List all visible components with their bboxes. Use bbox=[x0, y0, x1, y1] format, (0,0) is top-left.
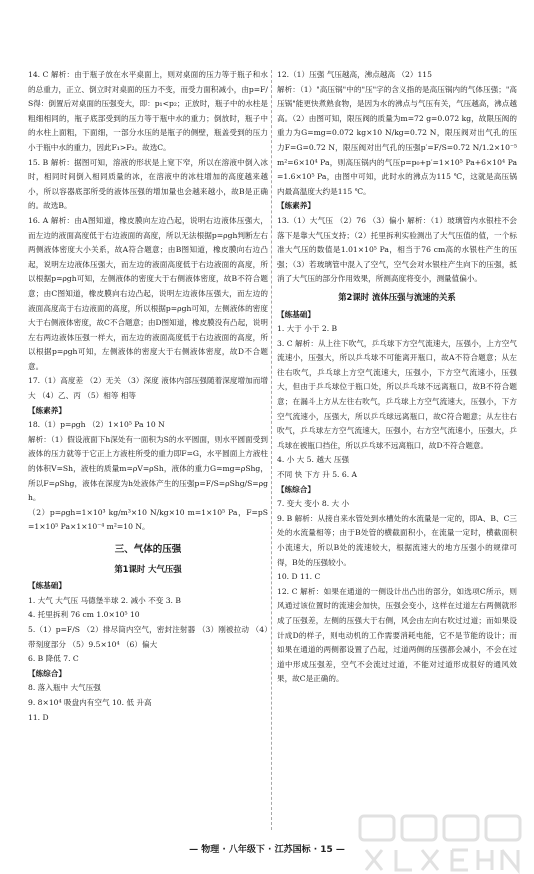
basic-answer-4-5-right: 4. 小 大 5. 越大 压强 bbox=[277, 455, 350, 465]
basic-answer-5-6-right: 不同 快 下方 升 5. 6. A bbox=[277, 470, 358, 480]
section-tag-basic-right: 【练基础】 bbox=[277, 309, 315, 319]
basic-answer-3-right: 3. C 解析：从上往下吹气，乒乓球下方空气流速大，压强小，上方空气流速小，压强大，所以乒乓球不可能离开瓶口，故A不符合题意；从左往右吹气，乒乓球上方空气流速大，压强小，下方空气流速小，压强大，但由于乒乓球位于瓶口处，所以乒乓球不远离瓶口，故B不符合题意；在漏斗上方从左往右吹气，乒乓球上方空气流速大，压强小，下方空气流速小，压强大，所以乒乓球远离瓶口，故C符合题意；从左往右吹气，乒乓球左方空气流速大，压强小，右方空气流速小，压强大，乒乓球在被瓶口挡住，所以乒乓球不远离瓶口，故D不符合题意。 bbox=[277, 338, 517, 450]
section-tag-extension-right: 【练素养】 bbox=[277, 201, 315, 211]
right-column bbox=[277, 68, 517, 687]
answer-14: 14. C 解析：由于瓶子放在水平桌面上，则对桌面的压力等于瓶子和水的总重力，正立、倒立时对桌面的压力不变，而受力面积减小，由p=F/S得：倒置后对桌面的压强变大，即：p₁<p₂；正放时，瓶子中的水柱是粗细相同的，瓶子底部受到的压力等于瓶中水的重力；倒放时，瓶子中的水柱上面粗，下面细，一部分水压的是瓶子的侧壁，瓶盖受到的压力小于瓶中水的重力，因此F₁>F₂。故选C。 bbox=[28, 70, 268, 152]
answer-12-explanation: 解析：（1）"高压锅"中的"压"字的含义指的是高压锅内的气体压强；"高压锅"能更快煮熟食物，是因为水的沸点与气压有关，气压越高，沸点越高。（2）由图可知，限压阀的质量为m=72 g=0.072 kg，故限压阀的重力为G=mg=0.072 kg×10 N/kg=0.72 N，限压阀对出气孔的压力F=G=0.72 N，限压阀对出气孔的压强p′=F/S=0.72 N/1.2×10⁻⁵ m²=6×10⁴ Pa，则高压锅内的气压p=p₀+p′=1×10⁵ Pa+6×10⁴ Pa=1.6×10⁵ Pa，由图中可知，此时水的沸点为115 ℃，这就是高压锅内最高温度大约是115 ℃。 bbox=[277, 84, 517, 196]
left-column bbox=[28, 68, 268, 725]
answer-18-explanation: 解析：（1）假设液面下h深处有一面积为S的水平圆面，则水平圆面受到液体的压力就等于它正上方液柱所受的重力即F=G，水平圆面上方液柱的体积V=Sh，液柱的质量m=ρV=ρSh，液体的重力G=mg=ρShg，所以F=ρShg，液体在深度为h处液体产生的压强p=F/S=ρShg/S=ρgh。 bbox=[28, 434, 268, 503]
comp-answer-10-11-right: 10. D 11. C bbox=[277, 572, 321, 582]
page-footer: — 物理 · 八年级下 · 江苏国标 · 15 — bbox=[189, 845, 345, 855]
basic-answer-1-2-right: 1. 大于 小于 2. B bbox=[277, 324, 338, 334]
chapter-title: 三、气体的压强 bbox=[114, 544, 182, 555]
answer-16: 16. A 解析：由A图知道，橡皮膜向左边凸起，说明右边液体压强大，而左边的液面高度低于右边液面的高度，所以无法根据p=ρgh判断左右两侧液体密度大小关系，故A符合题意；由B图知道，橡皮膜向右边凸起，说明左边液体压强大，而左边的液面高度低于右边液面的高度，所以根据p=ρgh可知，左侧液体的密度大于右侧液体密度，故B不符合题意；由C图知道，橡皮膜向右边凸起，说明左边液体压强大，而左边的液面高度高于右边液面的高度，所以根据p=ρgh可知，左侧液体的密度大于右侧液体密度，故C不合题意；由D图知道，橡皮膜没有凸起，说明左右两边液体压强一样大，而左边的液面高度低于右边液面的高度，所以根据p=ρgh可知，左侧液体的密度大于右侧液体密度，故D不合题意。 bbox=[28, 215, 268, 371]
basic-answer-6-7: 6. B 降低 7. C bbox=[28, 654, 79, 664]
answer-18-calculation: （2）p=ρgh=1×10³ kg/m³×10 N/kg×10 m=1×10⁵ Pa，F=pS=1×10⁵ Pa×1×10⁻⁴ m²=10 N。 bbox=[28, 507, 268, 532]
comp-answer-12-right: 12. C 解析：如果在通道的一侧设计出凸出的部分，如选项C所示，则风通过该位置时的流速会加快，压强会变小，这样在过道左右两侧就形成了压强差，左侧的压强大于右侧，风会由左向右吹过过道；而如果设计成D的样子，则电动机的工作需要消耗电能，它不是节能的设计；而如果在通道的两侧都设置了凸起，过道两侧的压强都会减小，不会在过道中形成压强差，空气不会流过过道，不能对过道形成很好的通风效果，故C是正确的。 bbox=[277, 586, 517, 684]
comp-answer-9-right: 9. B 解析：从接自来水管处到水槽处的水流量是一定的，即A、B、C三处的水流量相等；由于B处管的横截面积小，在流量一定时，横截面积小流速大，所以B处的流速较大，根据流速大的地方压强小的规律可得，B处的压强较小。 bbox=[277, 513, 517, 567]
comp-answer-8: 8. 落入瓶中 大气压强 bbox=[28, 683, 101, 693]
section-tag-comprehensive: 【练综合】 bbox=[28, 668, 66, 678]
lesson-1-title: 第1课时 大气压强 bbox=[114, 563, 182, 574]
section-tag-basic: 【练基础】 bbox=[28, 581, 66, 591]
watermark-logo-icon bbox=[352, 810, 534, 874]
answer-15: 15. B 解析：据图可知，溶液的形状是上宽下窄，所以在溶液中倒入冰时，相同时间倒入相同质量的冰，在溶液中的冰柱增加的高度越来越小，所以容器底部所受的液体压强的增加量也会越来越小，故B是正确的。故选B。 bbox=[28, 157, 268, 211]
comp-answer-11: 11. D bbox=[28, 712, 49, 722]
comp-answer-7-8-right: 7. 变大 变小 8. 大 小 bbox=[277, 499, 350, 509]
basic-answer-4: 4. 托里拆利 76 cm 1.0×10⁵ 10 bbox=[28, 610, 140, 620]
answer-18: 18.（1）p=ρgh （2）1×10⁵ Pa 10 N bbox=[28, 420, 165, 430]
column-divider bbox=[271, 70, 272, 830]
answer-17: 17.（1）高度差 （2）无关 （3）深度 液体内部压强随着深度增加而增大 （4）乙、丙 （5）相等 相等 bbox=[28, 376, 268, 401]
answer-13: 13.（1）大气压 （2）76 （3）偏小 解析：（1）玻璃管内水银柱不会落下是靠大气压支持；（2）托里拆利实验测出了大气压值的值，一个标准大气压的数值是1.01×10⁵ Pa，相当于76 cm高的水银柱产生的压强；（3）若玻璃管中混入了空气，空气会对水银柱产生向下的压强，抵消了大气压的部分作用效果，所测高度将变小，测量值偏小。 bbox=[277, 215, 517, 284]
basic-answer-1-3: 1. 大气 大气压 马德堡半球 2. 减小 不变 3. B bbox=[28, 595, 181, 605]
answer-12: 12.（1）压强 气压越高，沸点越高 （2）115 bbox=[277, 70, 432, 79]
lesson-2-title: 第2课时 流体压强与流速的关系 bbox=[338, 291, 456, 302]
section-tag-extension: 【练素养】 bbox=[28, 405, 66, 415]
section-tag-comprehensive-right: 【练综合】 bbox=[277, 484, 315, 494]
comp-answer-9-10: 9. 8×10⁴ 吸盘内有空气 10. 低 升高 bbox=[28, 697, 152, 707]
basic-answer-5: 5.（1）p=F/S （2）排尽筒内空气，密封注射器 （3）刚被拉动 （4）带刻度部分 （5）9.5×10⁴ （6）偏大 bbox=[28, 624, 268, 649]
